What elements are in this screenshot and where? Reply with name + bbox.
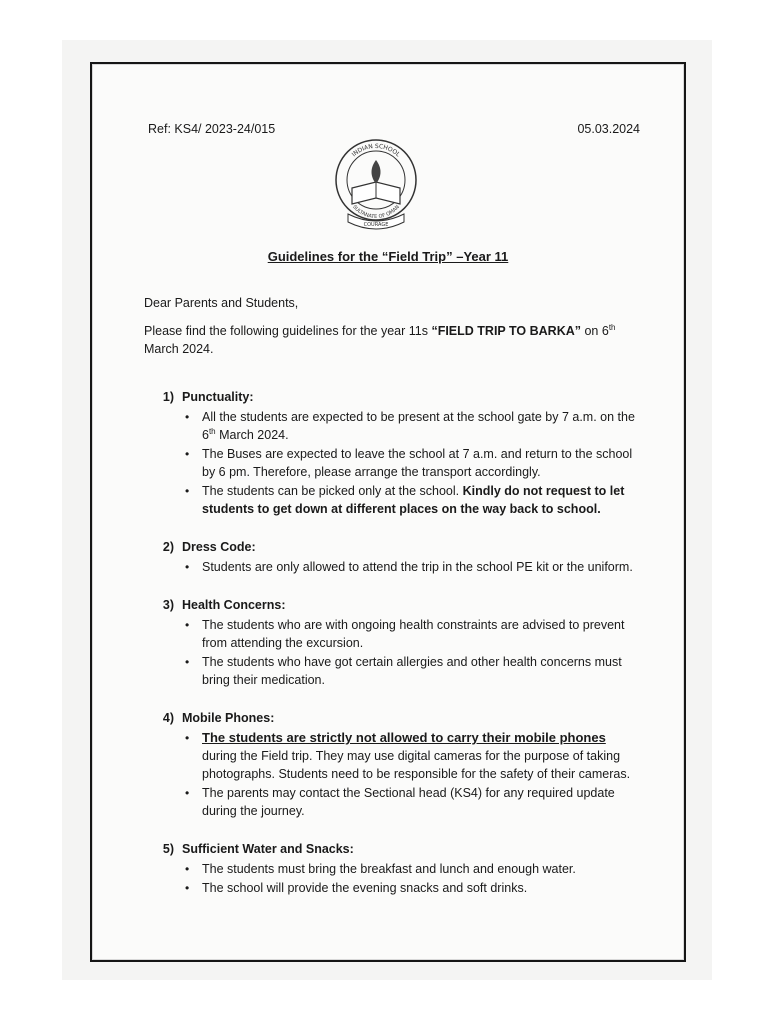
- guideline-section: [144, 596, 644, 689]
- bullet-list: [144, 616, 644, 689]
- bullet-text: The students can be picked only at the school.: [202, 484, 463, 498]
- section-number: 3): [162, 598, 174, 612]
- section-title: Mobile Phones:: [182, 711, 275, 725]
- guideline-section: [144, 709, 644, 820]
- reference-number: Ref: KS4/ 2023-24/015: [148, 122, 276, 136]
- bullet-text: th: [208, 426, 216, 436]
- crest-motto: COURAGE: [363, 222, 389, 228]
- bullet-icon: •: [185, 881, 190, 895]
- bullet-text: The Buses are expected to leave the school at 7 a.m. and return to the school by 6 pm. Therefore, please arrange the transport accordingly.: [202, 447, 633, 479]
- bullet-icon: •: [185, 618, 190, 632]
- guideline-section: [144, 538, 644, 576]
- intro-sup: th: [608, 322, 616, 332]
- section-heading: [144, 538, 644, 556]
- bullet-item: [185, 784, 644, 820]
- guideline-section: [144, 388, 644, 518]
- section-number: 1): [162, 390, 174, 404]
- bullet-item: [185, 408, 644, 444]
- bullet-text: Kindly do not request to let students to get down at different places on the way back to school.: [202, 484, 625, 516]
- bullet-item: [185, 860, 644, 878]
- bullet-icon: •: [185, 484, 190, 498]
- section-number: 5): [162, 842, 174, 856]
- bullet-item: [185, 879, 644, 897]
- guideline-sections: [144, 388, 644, 897]
- bullet-icon: •: [185, 786, 190, 800]
- bullet-item: [185, 616, 644, 652]
- bullet-icon: •: [185, 862, 190, 876]
- letter-body: [144, 294, 644, 898]
- bullet-item: [185, 445, 644, 481]
- bullet-list: [144, 408, 644, 518]
- intro-text: Please find the following guidelines for the year 11s: [144, 324, 432, 338]
- section-number: 2): [162, 540, 174, 554]
- intro-paragraph: [144, 322, 644, 358]
- bullet-item: [185, 653, 644, 689]
- bullet-list: [144, 558, 644, 576]
- section-heading: [144, 709, 644, 727]
- letter-page: [90, 62, 686, 962]
- bullet-list: [144, 729, 644, 820]
- intro-date: March 2024.: [144, 342, 214, 356]
- section-title: Health Concerns:: [182, 598, 286, 612]
- school-crest-logo: [330, 130, 422, 246]
- crest-middle-text: SULTANATE OF OMAN: [351, 204, 401, 221]
- section-heading: [144, 388, 644, 406]
- section-title: Sufficient Water and Snacks:: [182, 842, 354, 856]
- letter-title: Guidelines for the “Field Trip” –Year 11: [267, 249, 509, 264]
- bullet-icon: •: [185, 655, 190, 669]
- section-title: Dress Code:: [182, 540, 256, 554]
- section-heading: [144, 840, 644, 858]
- bullet-text: The students are strictly not allowed to carry their mobile phones: [202, 730, 606, 745]
- bullet-icon: •: [185, 447, 190, 461]
- bullet-text: The students who are with ongoing health constraints are advised to prevent from attending the excursion.: [202, 618, 625, 650]
- letter-date: 05.03.2024: [577, 122, 640, 136]
- bullet-list: [144, 860, 644, 897]
- bullet-icon: •: [185, 731, 190, 745]
- bullet-icon: •: [185, 560, 190, 574]
- section-title: Punctuality:: [182, 390, 254, 404]
- salutation: Dear Parents and Students,: [144, 296, 299, 310]
- crest-top-text: INDIAN SCHOOL: [350, 142, 402, 159]
- guideline-section: [144, 840, 644, 897]
- bullet-text: All the students are expected to be present at the school gate by 7 a.m. on the 6: [202, 410, 635, 442]
- bullet-item: [185, 482, 644, 518]
- trip-name: “FIELD TRIP TO BARKA”: [431, 324, 581, 338]
- bullet-icon: •: [185, 410, 190, 424]
- bullet-text: during the Field trip. They may use digital cameras for the purpose of taking photographs. Students need to be responsible for the safety of their cameras.: [202, 749, 631, 781]
- bullet-item: [185, 558, 644, 576]
- svg-text:SULTANATE OF OMAN: [351, 204, 401, 220]
- section-heading: [144, 596, 644, 614]
- bullet-text: The students who have got certain allergies and other health concerns must bring their medication.: [202, 655, 622, 687]
- bullet-text: The students must bring the breakfast and lunch and enough water.: [202, 862, 576, 876]
- intro-on: on 6: [581, 324, 609, 338]
- bullet-item: [185, 729, 644, 783]
- bullet-text: Students are only allowed to attend the trip in the school PE kit or the uniform.: [202, 560, 633, 574]
- section-number: 4): [162, 711, 174, 725]
- bullet-text: March 2024.: [215, 428, 289, 442]
- bullet-text: The parents may contact the Sectional head (KS4) for any required update during the journey.: [202, 786, 615, 818]
- bullet-text: The school will provide the evening snacks and soft drinks.: [202, 881, 528, 895]
